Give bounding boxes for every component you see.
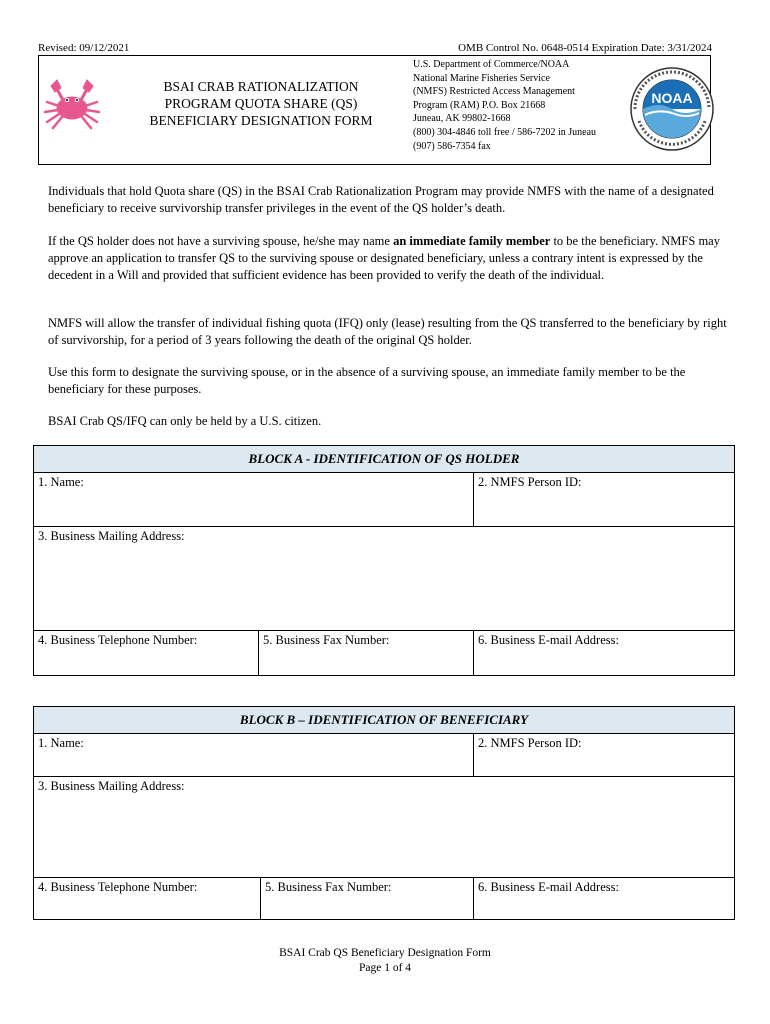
block-a-name-field[interactable]: 1. Name:: [34, 473, 474, 526]
revised-date: Revised: 09/12/2021: [38, 42, 130, 54]
block-a-email-field[interactable]: 6. Business E-mail Address:: [478, 633, 619, 647]
block-a-title: BLOCK A - IDENTIFICATION OF QS HOLDER: [34, 446, 734, 473]
block-a-person-id-field[interactable]: 2. NMFS Person ID:: [478, 475, 582, 489]
intro-paragraph-2: If the QS holder does not have a surviving spouse, he/she may name an immediate family member to be the beneficiary. NMFS may approve an application to transfer QS to the surviving spouse or designated beneficiary, unless a contrary intent is expressed by the decedent in a Will and provided that sufficient evidence has been provided to verify the death of the individual.: [48, 234, 720, 282]
form-title: BSAI CRAB RATIONALIZATION PROGRAM QUOTA SHARE (QS) BENEFICIARY DESIGNATION FORM: [149, 79, 373, 128]
omb-control-number: OMB Control No. 0648-0514 Expiration Date: 3/31/2024: [458, 42, 712, 54]
svg-text:NOAA: NOAA: [651, 90, 693, 106]
block-a-address-field[interactable]: 3. Business Mailing Address:: [38, 529, 185, 543]
block-b-title: BLOCK B – IDENTIFICATION OF BENEFICIARY: [34, 707, 734, 734]
block-b-address-field[interactable]: 3. Business Mailing Address:: [38, 779, 185, 793]
agency-contact: U.S. Department of Commerce/NOAA National Marine Fisheries Service (NMFS) Restricted Access Management Program (RAM) P.O. Box 21668 Juneau, AK 99802-1668 (800) 304-4846 toll free / 586-7202 in Juneau (907) 586-7354 fax: [413, 59, 597, 152]
block-b-fax-field[interactable]: 5. Business Fax Number:: [261, 878, 474, 919]
intro-paragraph-3: NMFS will allow the transfer of individual fishing quota (IFQ) only (lease) resulting from the QS transferred to the beneficiary by right of survivorship, for a period of 3 years following the death of the original QS holder.: [48, 316, 727, 347]
block-b-phone-field[interactable]: 4. Business Telephone Number:: [34, 878, 261, 919]
intro-paragraph-1: Individuals that hold Quota share (QS) in the BSAI Crab Rationalization Program may provide NMFS with the name of a designated beneficiary to receive survivorship transfer privileges in the event of the QS holder’s death.: [48, 184, 714, 215]
intro-paragraph-4: Use this form to designate the surviving spouse, or in the absence of a surviving spouse, an immediate family member to be the beneficiary for these purposes.: [48, 365, 686, 396]
noaa-logo-icon: [629, 59, 715, 159]
block-b-beneficiary: [33, 706, 735, 920]
page-number: Page 1 of 4: [358, 962, 412, 974]
footer-form-name: BSAI Crab QS Beneficiary Designation Form: [279, 947, 491, 959]
crab-icon: [41, 76, 103, 138]
intro-paragraph-5: BSAI Crab QS/IFQ can only be held by a U.S. citizen.: [48, 414, 322, 428]
block-a-phone-field[interactable]: 4. Business Telephone Number:: [34, 631, 259, 675]
block-a-fax-field[interactable]: 5. Business Fax Number:: [259, 631, 474, 675]
block-b-email-field[interactable]: 6. Business E-mail Address:: [478, 880, 619, 894]
block-b-name-field[interactable]: 1. Name:: [34, 734, 474, 776]
form-header: [38, 55, 711, 165]
block-b-person-id-field[interactable]: 2. NMFS Person ID:: [478, 736, 582, 750]
page-footer: [0, 946, 770, 976]
block-a-qs-holder: [33, 445, 735, 676]
